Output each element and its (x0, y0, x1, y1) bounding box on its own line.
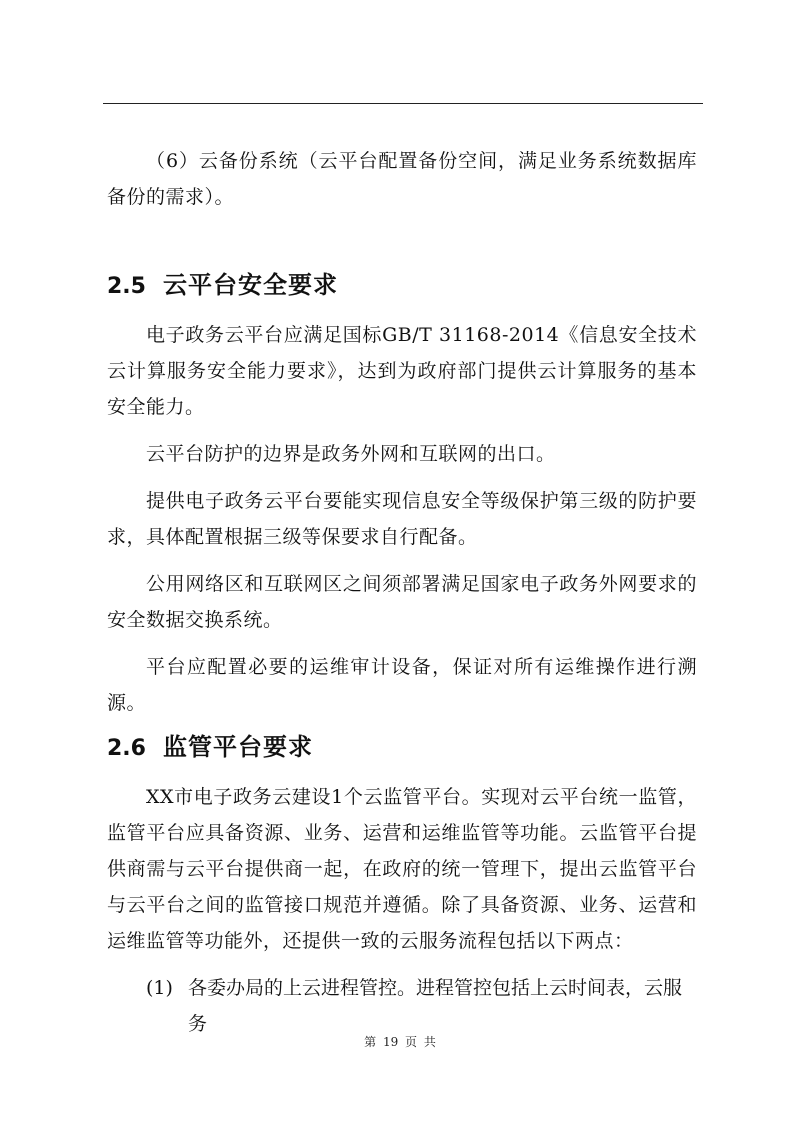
section-number: 2.6 (107, 736, 146, 761)
list-item (107, 970, 697, 1042)
section-heading-2-5 (107, 267, 697, 305)
section-number: 2.5 (107, 274, 146, 299)
paragraph-supervision-platform: XX市电子政务云建设1个云监管平台。实现对云平台统一监管，监管平台应具备资源、业务、运营和运维监管等功能。云监管平台提供商需与云平台提供商一起，在政府的统一管理下，提出云监管平台与云平台之间的监管接口规范并遵循。除了具备资源、业务、运营和运维监管等功能外，还提供一致的云服务流程包括以下两点： (107, 786, 697, 952)
page-footer: 第 19 页 共 (364, 1035, 436, 1049)
section-heading-2-6 (107, 729, 697, 767)
paragraph-cloud-backup: （6）云备份系统（云平台配置备份空间，满足业务系统数据库备份的需求）。 (107, 150, 697, 208)
paragraph-security-standard: 电子政务云平台应满足国标GB/T 31168-2014《信息安全技术 云计算服务安全能力要求》，达到为政府部门提供云计算服务的基本安全能力。 (107, 324, 697, 418)
section-title: 监管平台要求 (163, 732, 313, 761)
list-marker: (1) (146, 977, 173, 999)
header-rule (103, 103, 703, 104)
page-content (107, 143, 697, 1042)
paragraph-level-protection: 提供电子政务云平台要能实现信息安全等级保护第三级的防护要求，具体配置根据三级等保要求自行配备。 (107, 490, 697, 548)
list-item-text: 各委办局的上云进程管控。进程管控包括上云时间表，云服务 (188, 977, 683, 1035)
paragraph-audit: 平台应配置必要的运维审计设备，保证对所有运维操作进行溯源。 (107, 656, 697, 714)
section-title: 云平台安全要求 (163, 270, 338, 299)
paragraph-boundary: 云平台防护的边界是政务外网和互联网的出口。 (146, 443, 556, 465)
paragraph-data-exchange: 公用网络区和互联网区之间须部署满足国家电子政务外网要求的安全数据交换系统。 (107, 573, 697, 631)
